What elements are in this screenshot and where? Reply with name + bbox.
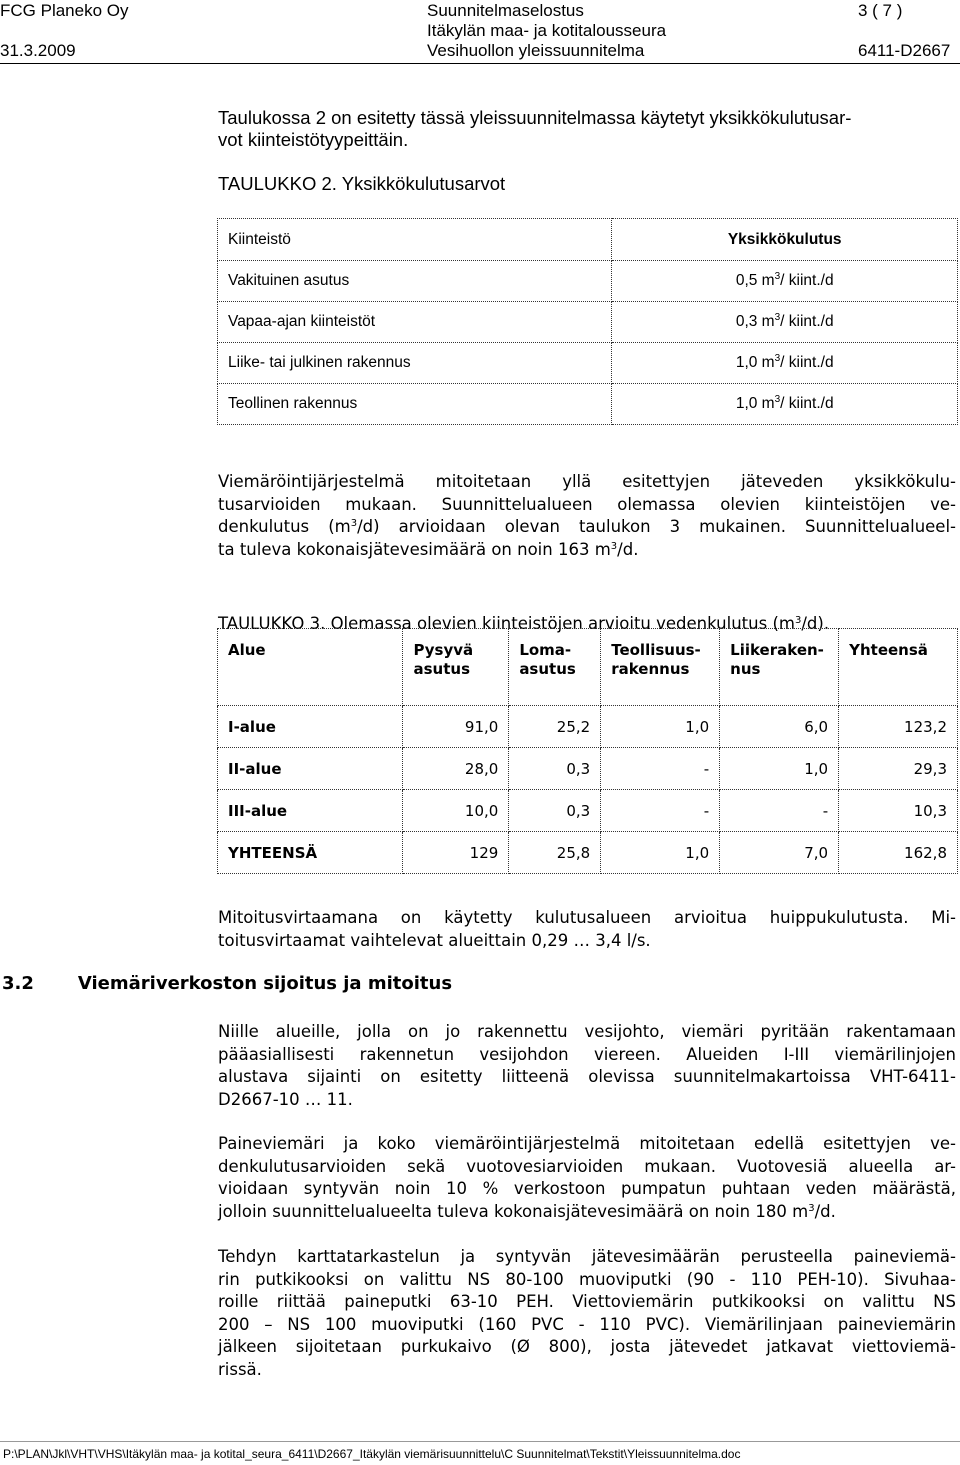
paragraph-line: denkulutus $(m^3/d)$ arvioidaan olevan taulukon 3 mukainen. Suunnittelualueel- xyxy=(218,517,956,536)
industrial-cell: 1,0 xyxy=(601,832,720,874)
header-plan: Vesihuollon yleissuunnitelma xyxy=(427,41,645,60)
permanent-cell: 10,0 xyxy=(403,790,509,832)
total-cell: 29,3 xyxy=(839,748,958,790)
header-project: Itäkylän maa- ja kotitalousseura xyxy=(427,21,667,40)
paragraph-line: 200 – NS 100 muoviputki (160 PVC - 110 PVC). Viemärilinjaan paineviemärin xyxy=(218,1314,956,1334)
property-type-cell: Teollinen rakennus xyxy=(218,384,612,425)
footer-file-path: P:\PLAN\Jkl\VHT\VHS\Itäkylän maa- ja kotital_seura_6411\D2667_Itäkylän viemärisuunnittelu\C Suunnitelmat\Tekstit\Yleissuunnitelma.doc xyxy=(3,1447,741,1461)
intro-line-2: vot kiinteistötyypeittäin. xyxy=(218,129,409,150)
paragraph-line: Paineviemäri ja koko viemäröintijärjestelmä mitoitetaan edellä esitettyjen ve- xyxy=(218,1134,956,1153)
table-header-cell: Kiinteistö xyxy=(218,219,612,261)
paragraph-line: rissä. xyxy=(218,1359,262,1379)
industrial-cell: - xyxy=(601,748,720,790)
table-row xyxy=(218,261,958,302)
table-row xyxy=(218,302,958,343)
paragraph-line: rin putkikooksi on valittu NS 80-100 muoviputki (90 - 110 PEH-10). Sivuhaa- xyxy=(218,1269,956,1289)
table-header-cell: Alue xyxy=(218,629,403,706)
table-row xyxy=(218,384,958,425)
total-cell: 10,3 xyxy=(839,790,958,832)
paragraph-line: toitusvirtaamat vaihtelevat alueittain 0,29 … 3,4 l/s. xyxy=(218,930,651,950)
permanent-cell: 28,0 xyxy=(403,748,509,790)
paragraph-line: Tehdyn karttatarkastelun ja syntyvän jätevesimäärän perusteella paineviemä- xyxy=(218,1247,956,1266)
area-label-cell: YHTEENSÄ xyxy=(218,832,403,874)
table-header-cell: Pysyvä asutus xyxy=(403,629,509,706)
holiday-cell: 0,3 xyxy=(509,748,601,790)
industrial-cell: - xyxy=(601,790,720,832)
paragraph-line: denkulutusarvioiden sekä vuotovesiarvioiden mukaan. Vuotovesiä alueella ar- xyxy=(218,1156,956,1176)
table-row xyxy=(218,832,958,874)
paragraph-line: alustava sijainti on esitetty liitteenä olevissa suunnitelmakartoissa VHT-6411- xyxy=(218,1067,956,1086)
header-rule xyxy=(0,63,960,64)
table-header-cell: Liikeraken- nus xyxy=(720,629,839,706)
paragraph-peak-flow xyxy=(218,907,956,952)
table-row xyxy=(218,343,958,384)
section-number: 3.2 xyxy=(2,973,34,994)
unit-consumption-cell: 1,0 $m^3/$ kiint./d xyxy=(612,384,958,425)
holiday-cell: 0,3 xyxy=(509,790,601,832)
paragraph-sewer-placement xyxy=(218,1021,956,1111)
table-header-cell: Yksikkökulutus xyxy=(612,219,958,261)
table-header-cell: Yhteensä xyxy=(839,629,958,706)
area-label-cell: II-alue xyxy=(218,748,403,790)
area-label-cell: I-alue xyxy=(218,706,403,748)
paragraph-pressure-sewer xyxy=(218,1133,956,1223)
table-header-row xyxy=(218,219,958,261)
property-type-cell: Liike- tai julkinen rakennus xyxy=(218,343,612,384)
property-type-cell: Vakituinen asutus xyxy=(218,261,612,302)
footer-rule xyxy=(0,1441,960,1442)
paragraph-line: Viemäröintijärjestelmä mitoitetaan yllä esitettyjen jäteveden yksikkökulu- xyxy=(218,472,956,491)
property-type-cell: Vapaa-ajan kiinteistöt xyxy=(218,302,612,343)
area-label-cell: III-alue xyxy=(218,790,403,832)
paragraph-line: jolloin suunnittelualueelta tuleva kokonaisjätevesimäärä on noin 180 $m^3/d$. xyxy=(218,1201,836,1221)
commercial-cell: 1,0 xyxy=(720,748,839,790)
total-cell: 123,2 xyxy=(839,706,958,748)
commercial-cell: 7,0 xyxy=(720,832,839,874)
holiday-cell: 25,8 xyxy=(509,832,601,874)
holiday-cell: 25,2 xyxy=(509,706,601,748)
table-row xyxy=(218,790,958,832)
paragraph-line: Mitoitusvirtaamana on käytetty kulutusalueen arvioitua huippukulutusta. Mi- xyxy=(218,908,956,927)
commercial-cell: - xyxy=(720,790,839,832)
unit-consumption-cell: 1,0 $m^3/$ kiint./d xyxy=(612,343,958,384)
paragraph-line: pääasiallisesti rakennetun vesijohdon viereen. Alueiden I-III viemärilinjojen xyxy=(218,1044,956,1064)
permanent-cell: 129 xyxy=(403,832,509,874)
table-row xyxy=(218,706,958,748)
table-header-cell: Teollisuus- rakennus xyxy=(601,629,720,706)
table-header-row xyxy=(218,629,958,706)
unit-consumption-cell: 0,3 $m^3/$ kiint./d xyxy=(612,302,958,343)
table2-caption: TAULUKKO 2. Yksikkökulutusarvot xyxy=(218,173,506,194)
industrial-cell: 1,0 xyxy=(601,706,720,748)
table3-caption: TAULUKKO 3. Olemassa olevien kiinteistöjen arvioitu vedenkulutus $(m^3/d)$. xyxy=(218,614,830,633)
paragraph-line: roille riittää paineputki 63-10 PEH. Viettoviemärin putkikooksi on valittu NS xyxy=(218,1292,956,1311)
header-company: FCG Planeko Oy xyxy=(0,1,129,20)
header-doc-type: Suunnitelmaselostus xyxy=(427,1,584,20)
intro-line-1: Taulukossa 2 on esitetty tässä yleissuunnitelmassa käytetyt yksikkökulutusar- xyxy=(218,107,852,128)
water-consumption-table xyxy=(217,628,958,874)
paragraph-line: Niille alueille, jolla on jo rakennettu vesijohto, viemäri pyritään rakentamaan xyxy=(218,1022,956,1041)
header-date: 31.3.2009 xyxy=(0,41,76,60)
header-doc-id: 6411-D2667 xyxy=(858,41,951,60)
paragraph-line: vioidaan syntyvän noin 10 % verkostoon pumpatun puhtaan veden määrästä, xyxy=(218,1179,956,1198)
section-heading xyxy=(2,973,452,994)
unit-consumption-table xyxy=(217,218,958,425)
unit-consumption-cell: 0,5 $m^3/$ kiint./d xyxy=(612,261,958,302)
paragraph-line: jälkeen sijoitetaan purkukaivo (Ø 800), josta jätevedet jatkavat viettoviemä- xyxy=(218,1337,956,1356)
paragraph-dimensioning xyxy=(218,471,956,561)
header-page-number: 3 ( 7 ) xyxy=(858,1,903,20)
permanent-cell: 91,0 xyxy=(403,706,509,748)
paragraph-pipe-sizes xyxy=(218,1246,956,1381)
total-cell: 162,8 xyxy=(839,832,958,874)
paragraph-line: D2667-10 … 11. xyxy=(218,1089,353,1109)
paragraph-line: ta tuleva kokonaisjätevesimäärä on noin 163 $m^3/d$. xyxy=(218,539,639,559)
section-title: Viemäriverkoston sijoitus ja mitoitus xyxy=(77,973,453,994)
commercial-cell: 6,0 xyxy=(720,706,839,748)
paragraph-line: tusarvioiden mukaan. Suunnittelualueen olemassa olevien kiinteistöjen ve- xyxy=(218,494,956,514)
table-row xyxy=(218,748,958,790)
table-header-cell: Loma- asutus xyxy=(509,629,601,706)
